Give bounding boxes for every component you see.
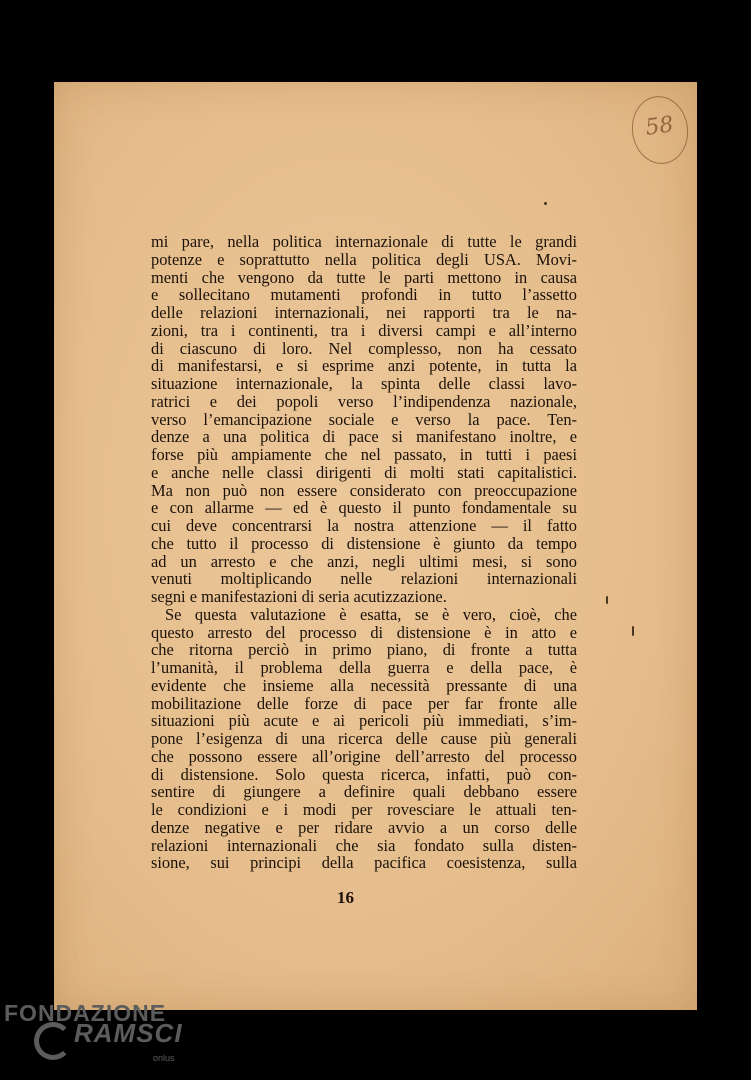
paper-speck bbox=[606, 596, 608, 604]
text-line: ad un arresto e che anzi, negli ultimi mesi, si sono bbox=[151, 551, 577, 571]
watermark-line-2: RAMSCI bbox=[74, 1018, 183, 1048]
text-line: forse più ampiamente che nel passato, in tutti i paesi bbox=[151, 445, 577, 464]
text-line: situazioni più acute e ai pericoli più immediati, s’im- bbox=[151, 711, 577, 731]
text-line: denze negative e per ridare avvio a un corso delle bbox=[151, 817, 577, 837]
text-line: di distensione. Solo questa ricerca, infatti, può con- bbox=[151, 764, 577, 784]
watermark-line-1: FONDAZIONE bbox=[4, 1000, 167, 1026]
text-line: Se questa valutazione è esatta, se è vero, cioè, che bbox=[165, 604, 577, 624]
paper-speck bbox=[632, 626, 634, 636]
archive-stamp-number: 58 bbox=[643, 112, 676, 141]
text-line: sione, sui principi della pacifica coesistenza, sulla bbox=[151, 853, 577, 873]
text-line: di manifestarsi, e si esprime anzi potente, in tutta la bbox=[151, 356, 577, 376]
text-line: delle relazioni internazionali, nei rapporti tra le na- bbox=[151, 303, 577, 322]
text-line: potenze e soprattutto nella politica degli USA. Movi- bbox=[151, 249, 577, 269]
text-line: mobilitazione delle forze di pace per far fronte alle bbox=[151, 693, 577, 713]
text-line: che tutto il processo di distensione è giunto da tempo bbox=[151, 533, 577, 553]
text-line: e con allarme — ed è questo il punto fondamentale su bbox=[151, 498, 577, 518]
text-line: verso l’emancipazione sociale e verso la pace. Ten- bbox=[151, 409, 577, 429]
text-line: le condizioni e i modi per rovesciare le attuali ten- bbox=[151, 800, 577, 819]
body-text bbox=[151, 233, 577, 872]
text-line: pone l’esigenza di una ricerca delle cause più generali bbox=[151, 729, 577, 748]
text-line: situazione internazionale, la spinta delle classi lavo- bbox=[151, 374, 577, 393]
text-line: e sollecitano mutamenti profondi in tutto l’assetto bbox=[151, 285, 577, 305]
text-line: zioni, tra i continenti, tra i diversi campi e all’interno bbox=[151, 320, 577, 340]
text-line: di ciascuno di loro. Nel complesso, non ha cessato bbox=[151, 338, 577, 358]
text-line: venuti moltiplicando nelle relazioni internazionali bbox=[151, 569, 577, 589]
text-line: sentire di giungere a definire quali debbano essere bbox=[151, 782, 577, 802]
text-line: e anche nelle classi dirigenti di molti stati capitalistici. bbox=[151, 462, 577, 482]
text-line: che possono essere all’origine dell’arresto del processo bbox=[151, 746, 577, 766]
fondazione-gramsci-watermark bbox=[4, 1000, 194, 1076]
text-line: che ritorna perciò in primo piano, di fronte a tutta bbox=[151, 640, 577, 660]
watermark-g-logo-icon bbox=[34, 1022, 72, 1060]
text-line: questo arresto del processo di distensione è in atto e bbox=[151, 622, 577, 642]
text-line: relazioni internazionali che sia fondato sulla disten- bbox=[151, 835, 577, 855]
text-line: cui deve concentrarsi la nostra attenzione — il fatto bbox=[151, 516, 577, 535]
page-number: 16 bbox=[337, 888, 354, 907]
text-line: menti che vengono da tutte le parti mettono in causa bbox=[151, 267, 577, 287]
watermark-line-3: onlus bbox=[153, 1053, 175, 1063]
text-line: l’umanità, il problema della guerra e della pace, è bbox=[151, 658, 577, 677]
text-line: evidente che insieme alla necessità pressante di una bbox=[151, 675, 577, 695]
text-line: ratrici e dei popoli verso l’indipendenza nazionale, bbox=[151, 391, 577, 411]
text-line: segni e manifestazioni di seria acutizzazione. bbox=[151, 587, 447, 606]
paper-speck bbox=[544, 202, 547, 205]
text-line: Ma non può non essere considerato con preoccupazione bbox=[151, 480, 577, 500]
text-line: denze a una politica di pace si manifestano inoltre, e bbox=[151, 427, 577, 447]
text-line: mi pare, nella politica internazionale di tutte le grandi bbox=[151, 232, 577, 251]
